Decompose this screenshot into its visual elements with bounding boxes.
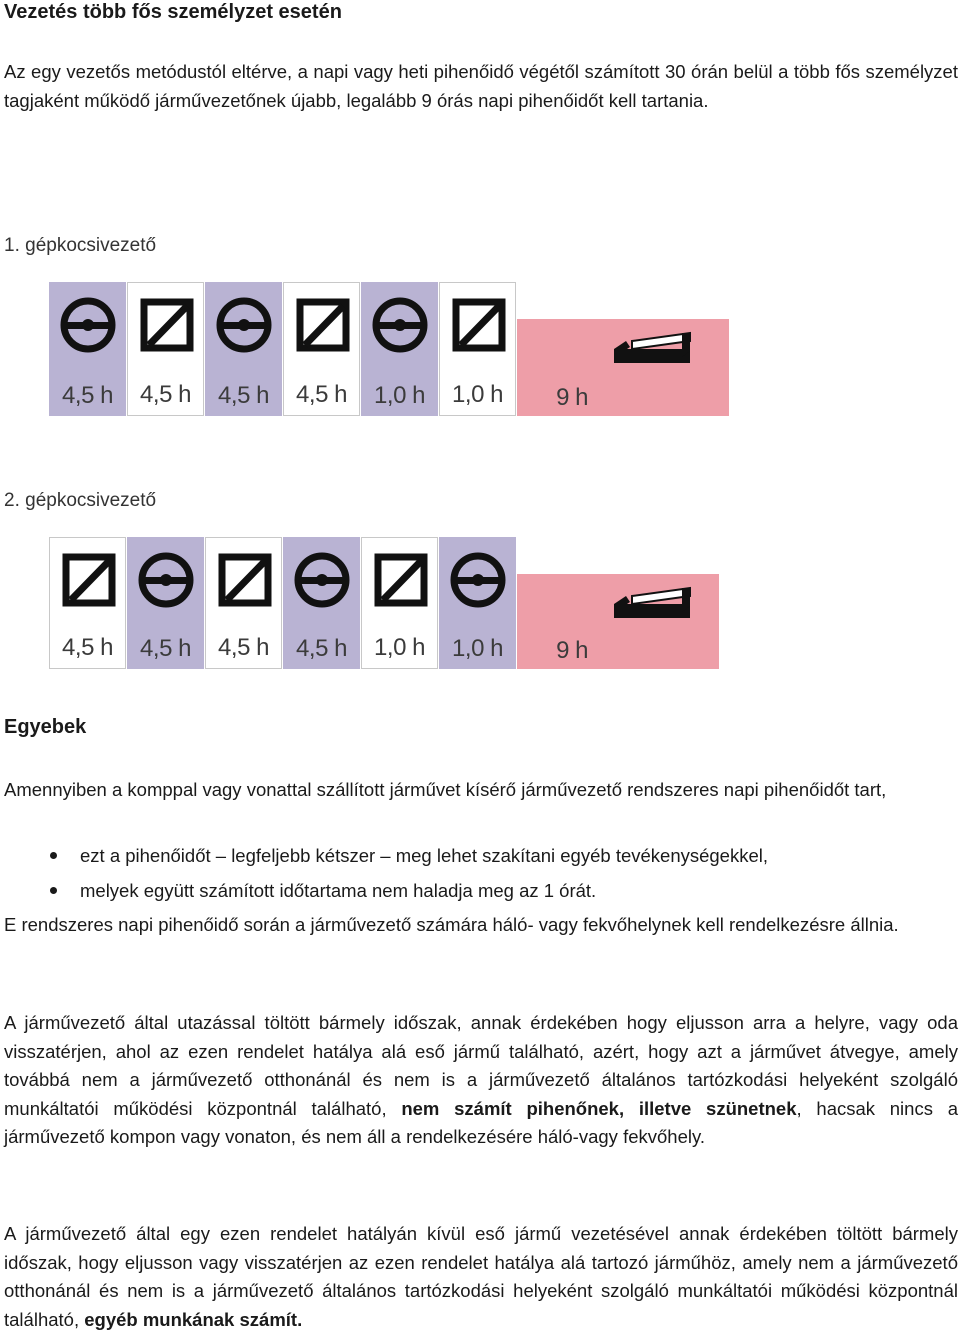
paragraph-sleeping-berth: E rendszeres napi pihenőidő során a járművezető számára háló- vagy fekvőhelynek kell rendelkezésre állnia. xyxy=(4,914,899,935)
duration-label: 1,0 h xyxy=(374,382,425,409)
steering-wheel-icon xyxy=(215,296,273,354)
other-work-icon xyxy=(139,297,195,353)
duration-label: 1,0 h xyxy=(452,635,503,662)
driver-1-label: 1. gépkocsivezető xyxy=(4,235,157,256)
driving-period-cell xyxy=(439,537,516,669)
steering-wheel-icon xyxy=(137,551,195,609)
other-work-period-cell xyxy=(49,537,126,669)
other-work-icon xyxy=(217,552,273,608)
emphasis-not-rest: nem számít pihenőnek, illetve szünetnek xyxy=(401,1097,797,1119)
bed-icon xyxy=(612,327,692,367)
steering-wheel-icon xyxy=(449,551,507,609)
steering-wheel-icon xyxy=(371,296,429,354)
duration-label: 4,5 h xyxy=(296,635,347,662)
paragraph-text: A járművezető által utazással töltött bármely időszak, annak érdekében hogy eljusson arra a helyre, vagy oda visszatérjen, ahol az ezen rendelet hatálya alá eső jármű található, azért, hogy azt a járművet átvegye, amely továbbá nem a járművezető otthonánál és nem is a járművezető általános tartózkodási helyeként szolgáló munkáltatói működési központnál található, xyxy=(4,1012,958,1119)
duration-label: 4,5 h xyxy=(140,381,191,408)
duration-label: 9 h xyxy=(556,637,588,664)
driving-period-cell xyxy=(127,537,204,669)
duration-label: 4,5 h xyxy=(140,635,191,662)
other-work-icon xyxy=(295,297,351,353)
duration-label: 4,5 h xyxy=(62,382,113,409)
other-work-period-cell xyxy=(439,282,516,416)
other-work-period-cell xyxy=(283,282,360,416)
driver-1-activity-chart xyxy=(49,282,729,416)
other-work-period-cell xyxy=(127,282,204,416)
paragraph-text: , hacsak nincs a járművezető kompon vagy vonaton, és nem áll a rendelkezésére háló-vagy fekvőhely. xyxy=(4,1097,958,1147)
emphasis-other-work: egyéb munkának számít. xyxy=(84,1308,303,1330)
duration-label: 4,5 h xyxy=(218,382,269,409)
duration-label: 1,0 h xyxy=(374,634,425,661)
section-heading-egyebek: Egyebek xyxy=(4,716,87,738)
bed-icon xyxy=(612,582,692,622)
other-work-icon xyxy=(373,552,429,608)
driver-2-activity-chart xyxy=(49,537,719,669)
duration-label: 4,5 h xyxy=(296,381,347,408)
list-item: melyek együtt számított időtartama nem haladja meg az 1 órát. xyxy=(4,873,944,908)
list-item: ezt a pihenőidőt – legfeljebb kétszer – meg lehet szakítani egyéb tevékenységekkel, xyxy=(4,838,944,873)
driver-2-label: 2. gépkocsivezető xyxy=(4,490,157,511)
rest-period-cell xyxy=(517,574,719,669)
other-work-period-cell xyxy=(361,537,438,669)
other-work-icon xyxy=(61,552,117,608)
duration-label: 9 h xyxy=(556,384,588,411)
paragraph-travel-time xyxy=(4,1009,958,1152)
driving-period-cell xyxy=(361,282,438,416)
rest-period-cell xyxy=(517,319,729,416)
duration-label: 1,0 h xyxy=(452,381,503,408)
driving-period-cell xyxy=(205,282,282,416)
duration-label: 4,5 h xyxy=(218,634,269,661)
paragraph-ferry-train: Amennyiben a komppal vagy vonattal szállított járművet kísérő járművezető rendszeres napi pihenőidőt tart, xyxy=(4,779,887,800)
rest-interruption-list xyxy=(4,838,944,908)
driving-period-cell xyxy=(283,537,360,669)
driving-period-cell xyxy=(49,282,126,416)
duration-label: 4,5 h xyxy=(62,634,113,661)
steering-wheel-icon xyxy=(293,551,351,609)
paragraph-text: A járművezető által egy ezen rendelet hatályán kívül eső jármű vezetésével annak érdekében töltött bármely időszak, hogy eljusson vagy visszatérjen az ezen rendelet hatálya alá tartozó járműhöz, amely nem a járművezető otthonánál és nem is a járművezető általános tartózkodási helyeként szolgáló munkáltatói működési központnál található, xyxy=(4,1223,958,1330)
steering-wheel-icon xyxy=(59,296,117,354)
page-title: Vezetés több fős személyzet esetén xyxy=(4,1,342,23)
paragraph-other-vehicle xyxy=(4,1220,958,1334)
other-work-period-cell xyxy=(205,537,282,669)
other-work-icon xyxy=(451,297,507,353)
paragraph-multi-crew: Az egy vezetős metódustól eltérve, a napi vagy heti pihenőidő végétől számított 30 órán belül a több fős személyzet tagjaként működő járművezetőnek újabb, legalább 9 órás napi pihenőidőt kell tartania. xyxy=(4,61,958,111)
